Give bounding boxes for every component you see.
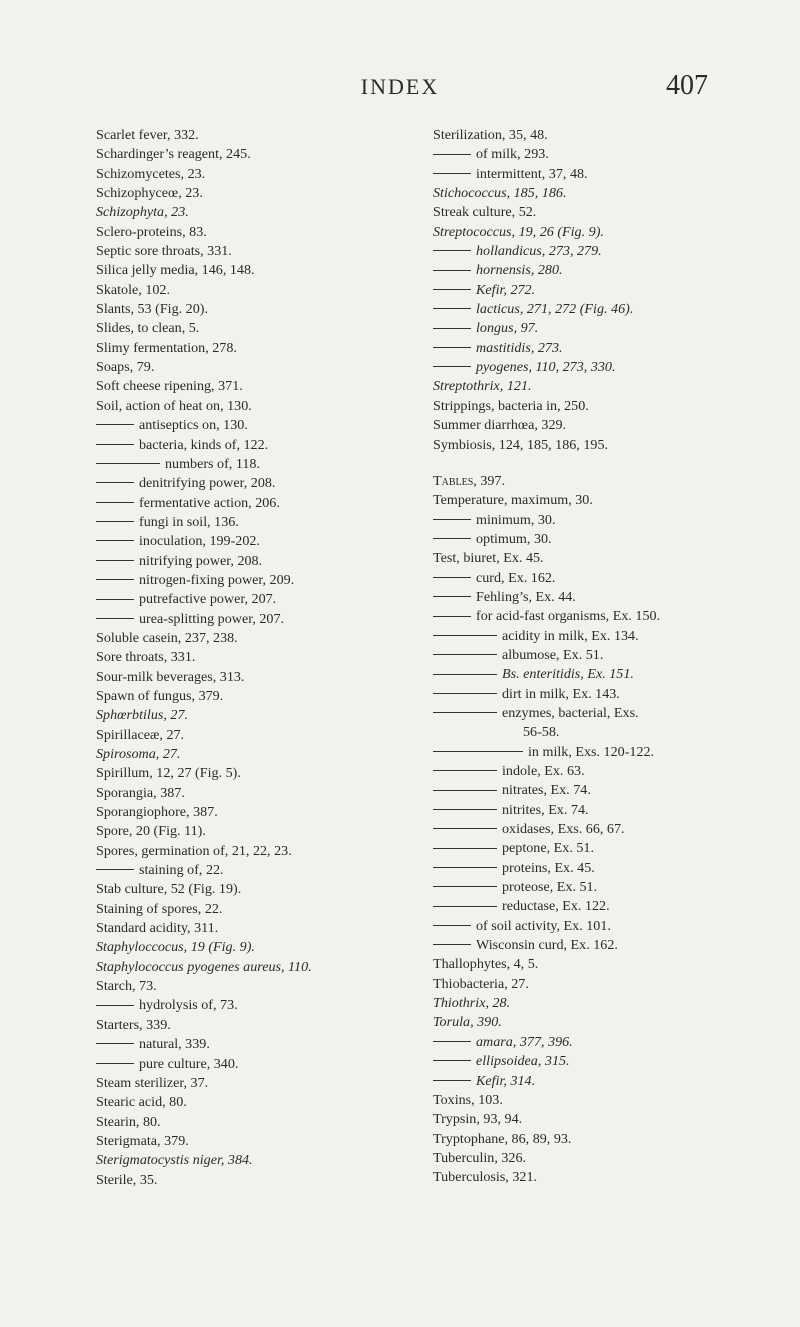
- ditto-rule: [433, 270, 471, 271]
- index-entry: [96, 919, 426, 938]
- index-entry: [96, 745, 426, 764]
- index-entry: [433, 1110, 738, 1129]
- ditto-rule: [433, 906, 497, 907]
- ditto-rule: [96, 502, 134, 503]
- ditto-rule: [96, 482, 134, 483]
- entry-text: lacticus, 271, 272 (Fig. 46).: [476, 301, 634, 318]
- ditto-rule: [433, 289, 471, 290]
- index-column-left: [96, 126, 426, 1190]
- index-entry: [96, 958, 426, 977]
- index-subentry: [433, 358, 738, 377]
- entry-text: Sterigmata, 379.: [96, 1132, 189, 1149]
- entry-text: Stearin, 80.: [96, 1113, 161, 1130]
- entry-text: proteins, Ex. 45.: [502, 859, 595, 876]
- entry-text: Tryptophane, 86, 89, 93.: [433, 1130, 572, 1147]
- entry-text: nitrogen-fixing power, 209.: [139, 571, 295, 588]
- ditto-rule: [433, 674, 497, 675]
- index-subentry: [96, 1035, 426, 1054]
- index-entry: [96, 977, 426, 996]
- entry-text: Bs. enteritidis, Ex. 151.: [502, 666, 634, 683]
- entry-text: intermittent, 37, 48.: [476, 165, 588, 182]
- index-entry: [433, 549, 738, 568]
- index-subentry: [96, 590, 426, 609]
- entry-text: Streak culture, 52.: [433, 204, 537, 221]
- entry-text: Torula, 390.: [433, 1014, 502, 1031]
- entry-text: Thiobacteria, 27.: [433, 975, 529, 992]
- index-subentry: [433, 511, 738, 530]
- ditto-rule: [433, 809, 497, 810]
- entry-text: of milk, 293.: [476, 146, 549, 163]
- index-entry: [96, 880, 426, 899]
- entry-text: longus, 97.: [476, 320, 539, 337]
- index-subentry: [433, 569, 738, 588]
- ditto-rule: [96, 424, 134, 425]
- index-entry: [433, 436, 738, 455]
- index-entry: [433, 1149, 738, 1168]
- entry-text: Trypsin, 93, 94.: [433, 1111, 523, 1128]
- index-entry: [433, 955, 738, 974]
- entry-text: ellipsoidea, 315.: [476, 1053, 570, 1070]
- entry-text: Soluble casein, 237, 238.: [96, 629, 238, 646]
- entry-text: Symbiosis, 124, 185, 186, 195.: [433, 436, 609, 453]
- index-subentry: [433, 743, 738, 762]
- index-subentry: [433, 145, 738, 164]
- index-entry: [96, 938, 426, 957]
- entry-text: Thallophytes, 4, 5.: [433, 956, 539, 973]
- index-entry: [96, 1093, 426, 1112]
- index-entry: [433, 1013, 738, 1032]
- ditto-rule: [433, 886, 497, 887]
- entry-text: Steam sterilizer, 37.: [96, 1074, 209, 1091]
- entry-text: indole, Ex. 63.: [502, 763, 585, 779]
- index-subentry: [433, 607, 738, 626]
- index-entry: [96, 648, 426, 667]
- entry-text: Tuberculin, 326.: [433, 1149, 527, 1166]
- index-entry: [96, 145, 426, 164]
- entry-text: antiseptics on, 130.: [139, 417, 248, 434]
- index-subentry: [433, 300, 738, 319]
- index-entry: [96, 1074, 426, 1093]
- entry-text: hydrolysis of, 73.: [139, 997, 238, 1014]
- section-gap: [433, 455, 738, 472]
- index-entry: [96, 281, 426, 300]
- index-subentry: [96, 996, 426, 1015]
- index-entry: [96, 1171, 426, 1190]
- entry-text: mastitidis, 273.: [476, 339, 563, 356]
- entry-text: Toxins, 103.: [433, 1091, 503, 1108]
- entry-text: denitrifying power, 208.: [139, 475, 276, 492]
- entry-text: Sporangia, 387.: [96, 784, 185, 801]
- entry-text: Spore, 20 (Fig. 11).: [96, 823, 206, 840]
- index-subentry: [96, 861, 426, 880]
- index-subentry: [433, 897, 738, 916]
- entry-text: natural, 339.: [139, 1036, 210, 1053]
- entry-text: albumose, Ex. 51.: [502, 646, 604, 663]
- entry-text: Spirillum, 12, 27 (Fig. 5).: [96, 765, 241, 782]
- index-entry: [96, 1113, 426, 1132]
- entry-text: Sphœrbtilus, 27.: [96, 707, 189, 724]
- entry-text: Schizomycetes, 23.: [96, 165, 206, 182]
- index-subentry: [433, 530, 738, 549]
- index-entry: [96, 203, 426, 222]
- index-entry: [433, 223, 738, 242]
- index-subentry: [433, 1052, 738, 1071]
- entry-text: fermentative action, 206.: [139, 494, 280, 511]
- entry-text: Starch, 73.: [96, 978, 157, 995]
- index-subentry: [433, 801, 738, 820]
- entry-text: Scarlet fever, 332.: [96, 127, 199, 143]
- page-title: INDEX: [360, 74, 440, 99]
- entry-text: Spirillaceæ, 27.: [96, 726, 185, 743]
- index-entry: [96, 803, 426, 822]
- index-subentry: [96, 532, 426, 551]
- ditto-rule: [433, 828, 497, 829]
- index-entry: [433, 184, 738, 203]
- entry-text: nitrates, Ex. 74.: [502, 782, 591, 799]
- entry-text: putrefactive power, 207.: [139, 591, 277, 608]
- entry-text: Stearic acid, 80.: [96, 1094, 187, 1111]
- entry-text: Streptothrix, 121.: [433, 378, 532, 395]
- ditto-rule: [433, 770, 497, 771]
- entry-text: Sterilization, 35, 48.: [433, 127, 548, 143]
- entry-text: Sterile, 35.: [96, 1171, 158, 1188]
- entry-text: inoculation, 199-202.: [139, 533, 260, 550]
- ditto-rule: [433, 1041, 471, 1042]
- ditto-rule: [96, 579, 134, 580]
- index-entry: [433, 491, 738, 510]
- ditto-rule: [433, 635, 497, 636]
- ditto-rule: [433, 944, 471, 945]
- ditto-rule: [96, 444, 134, 445]
- index-entry: [96, 764, 426, 783]
- index-subentry: [433, 936, 738, 955]
- ditto-rule: [433, 347, 471, 348]
- index-entry: [96, 706, 426, 725]
- index-subentry: [96, 474, 426, 493]
- entry-text: dirt in milk, Ex. 143.: [502, 685, 620, 702]
- ditto-rule: [433, 751, 523, 752]
- index-entry: [96, 261, 426, 280]
- index-entry: [433, 397, 738, 416]
- entry-text: Staphyloccocus, 19 (Fig. 9).: [96, 939, 255, 956]
- entry-text: Soaps, 79.: [96, 359, 155, 376]
- entry-text: Sclero-proteins, 83.: [96, 223, 207, 240]
- index-entry: [433, 472, 738, 491]
- entry-text: Fehling’s, Ex. 44.: [476, 588, 576, 605]
- index-subentry: [433, 878, 738, 897]
- index-entry: [433, 723, 738, 742]
- index-subentry: [433, 165, 738, 184]
- index-subentry: [433, 1072, 738, 1091]
- ditto-rule: [433, 693, 497, 694]
- ditto-rule: [96, 540, 134, 541]
- entry-text: Stab culture, 52 (Fig. 19).: [96, 881, 242, 898]
- index-subentry: [96, 513, 426, 532]
- index-entry: [433, 1130, 738, 1149]
- entry-text: Strippings, bacteria in, 250.: [433, 397, 589, 414]
- index-entry: [433, 416, 738, 435]
- index-subentry: [433, 588, 738, 607]
- entry-text: in milk, Exs. 120-122.: [528, 743, 655, 760]
- entry-text: Soil, action of heat on, 130.: [96, 397, 252, 414]
- entry-text: hollandicus, 273, 279.: [476, 243, 602, 260]
- entry-text: staining of, 22.: [139, 862, 224, 879]
- index-entry: [433, 1168, 738, 1187]
- entry-text: bacteria, kinds of, 122.: [139, 436, 269, 453]
- entry-text: Schizophyceœ, 23.: [96, 185, 203, 202]
- index-subentry: [433, 762, 738, 781]
- entry-text: proteose, Ex. 51.: [502, 879, 598, 896]
- ditto-rule: [433, 867, 497, 868]
- entry-text: oxidases, Exs. 66, 67.: [502, 821, 625, 838]
- entry-text: Sour-milk beverages, 313.: [96, 668, 245, 685]
- ditto-rule: [433, 1080, 471, 1081]
- entry-text: fungi in soil, 136.: [139, 513, 239, 530]
- entry-text: reductase, Ex. 122.: [502, 898, 610, 915]
- ditto-rule: [96, 1005, 134, 1006]
- entry-text: Spirosoma, 27.: [96, 746, 181, 762]
- entry-text: hornensis, 280.: [476, 262, 563, 279]
- entry-text: acidity in milk, Ex. 134.: [502, 627, 639, 644]
- entry-text: Schardinger’s reagent, 245.: [96, 146, 251, 163]
- ditto-rule: [433, 154, 471, 155]
- ditto-rule: [433, 925, 471, 926]
- index-entry: [96, 223, 426, 242]
- entry-text: Skatole, 102.: [96, 281, 170, 298]
- ditto-rule: [433, 790, 497, 791]
- index-entry: [96, 687, 426, 706]
- entry-text: Thiothrix, 28.: [433, 995, 511, 1012]
- index-entry: [433, 377, 738, 396]
- ditto-rule: [433, 616, 471, 617]
- entry-text: curd, Ex. 162.: [476, 569, 556, 586]
- entry-text: pyogenes, 110, 273, 330.: [476, 359, 616, 376]
- index-entry: [96, 726, 426, 745]
- entry-text: Septic sore throats, 331.: [96, 243, 232, 260]
- entry-text: Staphylococcus pyogenes aureus, 110.: [96, 958, 312, 975]
- page-number: 407: [666, 70, 708, 101]
- entry-text: Spawn of fungus, 379.: [96, 687, 224, 704]
- ditto-rule: [433, 173, 471, 174]
- index-subentry: [433, 685, 738, 704]
- index-subentry: [96, 552, 426, 571]
- entry-text: Slimy fermentation, 278.: [96, 339, 237, 356]
- index-entry: [96, 339, 426, 358]
- entry-text: Spores, germination of, 21, 22, 23.: [96, 842, 292, 859]
- index-entry: [96, 1151, 426, 1170]
- entry-text: Tables, 397.: [433, 472, 505, 489]
- entry-text: Schizophyta, 23.: [96, 204, 189, 221]
- index-entry: [96, 300, 426, 319]
- index-entry: [96, 784, 426, 803]
- entry-text: Wisconsin curd, Ex. 162.: [476, 937, 618, 954]
- index-subentry: [433, 859, 738, 878]
- index-subentry: [96, 571, 426, 590]
- index-entry: [96, 184, 426, 203]
- entry-text: Sore throats, 331.: [96, 649, 196, 666]
- entry-text: peptone, Ex. 51.: [502, 840, 594, 857]
- ditto-rule: [96, 618, 134, 619]
- index-entry: [96, 668, 426, 687]
- ditto-rule: [433, 538, 471, 539]
- index-subentry: [433, 1033, 738, 1052]
- entry-text: Stichococcus, 185, 186.: [433, 185, 567, 202]
- index-subentry: [433, 646, 738, 665]
- entry-text: Slants, 53 (Fig. 20).: [96, 301, 208, 318]
- entry-text: Summer diarrhœa, 329.: [433, 417, 567, 434]
- entry-text: Starters, 339.: [96, 1016, 171, 1033]
- index-entry: [96, 358, 426, 377]
- index-entry: [96, 377, 426, 396]
- ditto-rule: [433, 366, 471, 367]
- index-entry: [96, 319, 426, 338]
- entry-text: Sterigmatocystis niger, 384.: [96, 1152, 253, 1169]
- index-subentry: [433, 261, 738, 280]
- entry-text: numbers of, 118.: [165, 455, 260, 472]
- index-entry: [96, 242, 426, 261]
- ditto-rule: [433, 519, 471, 520]
- ditto-rule: [96, 521, 134, 522]
- index-subentry: [433, 781, 738, 800]
- entry-text: nitrifying power, 208.: [139, 552, 263, 569]
- index-entry: [96, 1016, 426, 1035]
- index-entry: [96, 126, 426, 145]
- entry-text: Kefir, 314.: [476, 1072, 536, 1089]
- entry-text: amara, 377, 396.: [476, 1033, 573, 1050]
- index-entry: [433, 994, 738, 1013]
- index-subentry: [433, 839, 738, 858]
- ditto-rule: [96, 869, 134, 870]
- index-subentry: [96, 455, 426, 474]
- index-entry: [96, 397, 426, 416]
- index-column-right: [433, 126, 738, 1188]
- ditto-rule: [433, 712, 497, 713]
- entry-text: Silica jelly media, 146, 148.: [96, 262, 255, 279]
- entry-text: 56-58.: [523, 724, 560, 741]
- entry-text: Test, biuret, Ex. 45.: [433, 550, 544, 567]
- entry-text: of soil activity, Ex. 101.: [476, 917, 611, 934]
- index-subentry: [433, 820, 738, 839]
- entry-text: pure culture, 340.: [139, 1055, 239, 1072]
- index-subentry: [96, 416, 426, 435]
- ditto-rule: [433, 1060, 471, 1061]
- index-entry: [96, 629, 426, 648]
- index-entry: [96, 900, 426, 919]
- index-entry: [96, 165, 426, 184]
- index-subentry: [96, 1055, 426, 1074]
- ditto-rule: [96, 599, 134, 600]
- entry-text: Tuberculosis, 321.: [433, 1169, 538, 1186]
- index-subentry: [433, 665, 738, 684]
- index-subentry: [433, 627, 738, 646]
- ditto-rule: [433, 328, 471, 329]
- index-entry: [433, 126, 738, 145]
- entry-text: optimum, 30.: [476, 530, 552, 547]
- ditto-rule: [96, 1043, 134, 1044]
- index-entry: [433, 975, 738, 994]
- ditto-rule: [96, 1063, 134, 1064]
- entry-text: Kefir, 272.: [476, 281, 536, 298]
- index-entry: [96, 842, 426, 861]
- ditto-rule: [96, 463, 160, 464]
- index-subentry: [433, 339, 738, 358]
- page-header: [0, 70, 800, 106]
- ditto-rule: [433, 250, 471, 251]
- ditto-rule: [433, 848, 497, 849]
- index-subentry: [433, 281, 738, 300]
- entry-text: Staining of spores, 22.: [96, 900, 223, 917]
- entry-text: enzymes, bacterial, Exs.: [502, 704, 639, 721]
- entry-text: nitrites, Ex. 74.: [502, 801, 589, 818]
- index-entry: [96, 822, 426, 841]
- entry-text: Slides, to clean, 5.: [96, 320, 200, 337]
- ditto-rule: [96, 560, 134, 561]
- ditto-rule: [433, 596, 471, 597]
- index-subentry: [433, 242, 738, 261]
- ditto-rule: [433, 577, 471, 578]
- index-subentry: [433, 319, 738, 338]
- index-subentry: [96, 494, 426, 513]
- ditto-rule: [433, 654, 497, 655]
- entry-text: urea-splitting power, 207.: [139, 610, 285, 627]
- entry-text: Soft cheese ripening, 371.: [96, 378, 243, 395]
- index-subentry: [96, 436, 426, 455]
- index-entry: [433, 203, 738, 222]
- entry-text: Standard acidity, 311.: [96, 920, 219, 937]
- index-entry: [433, 1091, 738, 1110]
- index-subentry: [96, 610, 426, 629]
- entry-text: minimum, 30.: [476, 511, 556, 528]
- index-subentry: [433, 704, 738, 723]
- index-subentry: [433, 917, 738, 936]
- index-entry: [96, 1132, 426, 1151]
- ditto-rule: [433, 308, 471, 309]
- entry-text: Streptococcus, 19, 26 (Fig. 9).: [433, 223, 604, 240]
- entry-text: Sporangiophore, 387.: [96, 804, 218, 821]
- entry-text: for acid-fast organisms, Ex. 150.: [476, 608, 661, 625]
- entry-text: Temperature, maximum, 30.: [433, 492, 593, 509]
